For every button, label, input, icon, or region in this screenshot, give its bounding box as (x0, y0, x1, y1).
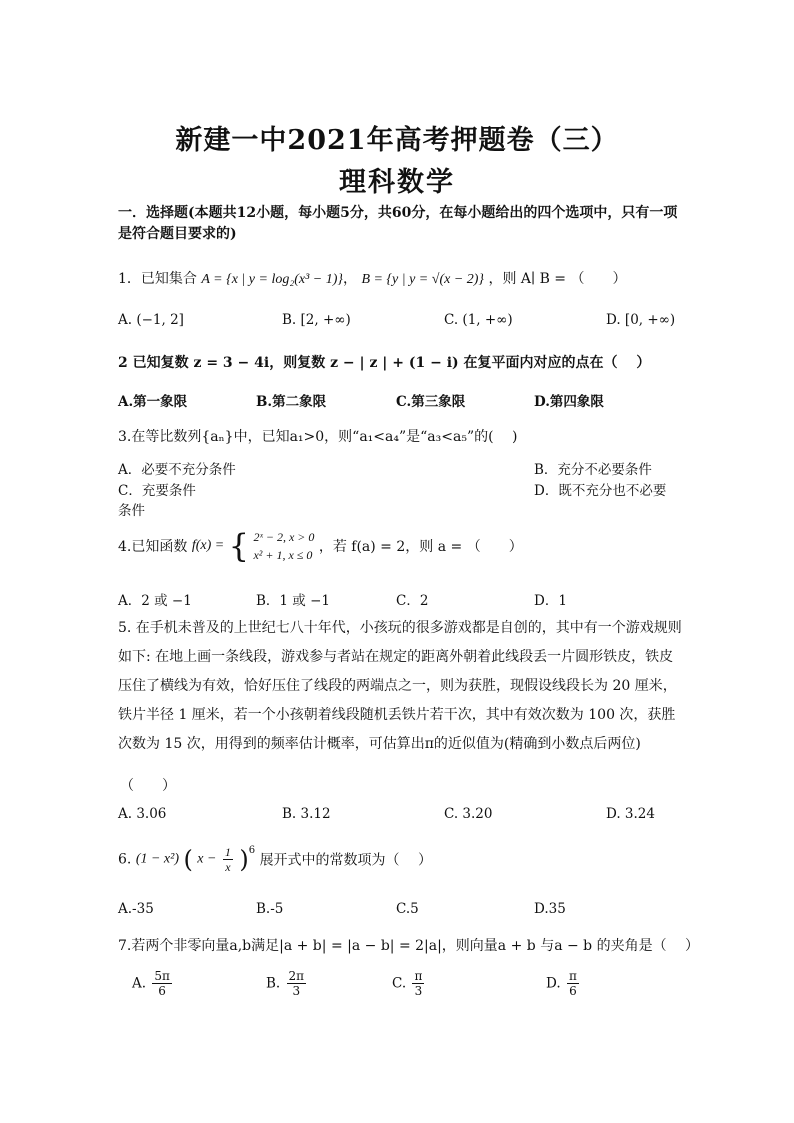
question-5-paragraph: 5. 在手机未普及的上世纪七八十年代，小孩玩的很多游戏都是自创的，其中有一个游戏规则如下: 在地上画一条线段，游戏参与者站在规定的距离外朝着此线段丢一片圆形铁皮，铁皮压住了横线为有效，恰好压住了线段的两端点之一，则为获胜，现假设线段长为 20 厘米，铁片半径 1 厘米，若一个小孩朝着线段随机丢铁片若干次，其中有效次数为 100 次，获胜次数为 15 次，用得到的频率估计概率，可估算出π的近似值为(精确到小数点后两位) (118, 620, 682, 752)
q1-option-d: D. [0, +∞) (606, 312, 676, 328)
q7-a-denominator: 6 (158, 984, 166, 998)
section-heading: 一．选择题(本题共12小题，每小题5分，共60分，在每小题给出的四个选项中，只有一项是符合题目要求的) (118, 205, 678, 242)
exam-subtitle: 理科数学 (339, 167, 455, 198)
q3-option-d: D．既不充分也不必要 (534, 483, 667, 499)
q7-a-numerator: 5π (154, 969, 170, 983)
q1-prefix: 1．已知集合 (118, 271, 197, 287)
q5-option-c: C. 3.20 (444, 806, 493, 822)
q6-option-c: C.5 (396, 901, 419, 917)
q1-option-b: B. [2, +∞) (282, 312, 351, 328)
q6-option-d: D.35 (534, 901, 566, 917)
q7-d-denominator: 6 (569, 984, 577, 998)
q3-option-a: A．必要不充分条件 (118, 462, 236, 478)
q4-option-a: A．2 或 −1 (118, 593, 192, 609)
q1-option-c: C. (1, +∞) (444, 312, 513, 328)
q4-suffix: ，若 f(a) = 2，则 a = （ ） (318, 539, 523, 555)
q7-option-b-letter: B. (266, 975, 281, 992)
q6-option-a: A.-35 (118, 901, 154, 917)
q2-option-b: B.第二象限 (256, 394, 327, 410)
question-4-stem (118, 528, 523, 564)
q2-option-a: A.第一象限 (118, 394, 188, 410)
q7-option-c-fraction (412, 969, 424, 998)
left-paren-glyph: ( (183, 845, 193, 874)
q4-prefix: 4.已知函数 (118, 539, 188, 555)
q7-option-d-letter: D. (546, 975, 561, 992)
q6-frac-numerator: 1 (224, 845, 231, 859)
q6-factor-a: (1 − x²) (135, 851, 179, 867)
q7-option-b (266, 969, 308, 998)
q3-option-d-wrap: 条件 (118, 503, 145, 519)
q1-option-a: A. (−1, 2] (118, 312, 184, 328)
right-paren-glyph: ) (239, 845, 249, 874)
question-7-stem: 7.若两个非零向量a,b满足|a + b| = |a − b| = 2|a|，则向量a + b 与a − b 的夹角是（ ） (118, 938, 700, 954)
q3-option-b: B．充分不必要条件 (534, 462, 652, 478)
q5-option-a: A. 3.06 (118, 806, 167, 822)
q1-set-b: B = {y | y = √(x − 2)} (361, 272, 485, 287)
q1-suffix: ，则 A∣ B = （ ） (488, 271, 627, 287)
q7-c-numerator: π (414, 969, 423, 983)
q7-b-numerator: 2π (288, 969, 305, 983)
q7-option-a (132, 969, 174, 998)
q6-prefix: 6. (118, 851, 132, 868)
q4-option-d: D．1 (534, 593, 567, 609)
question-3-stem: 3.在等比数列{aₙ}中，已知a₁>0，则“a₁<a₄”是“a₃<a₅”的( ) (118, 429, 518, 445)
q4-case-2: x² + 1, x ≤ 0 (253, 548, 313, 562)
q4-piecewise (253, 528, 314, 564)
q6-option-b: B.-5 (256, 901, 284, 917)
exam-title: 新建一中2021年高考押题卷（三） (175, 125, 619, 156)
q2-option-d: D.第四象限 (534, 394, 604, 410)
q7-d-numerator: π (568, 969, 577, 983)
q2-option-c: C.第三象限 (396, 394, 466, 410)
q6-factor-b: x − (197, 851, 217, 867)
q7-option-a-fraction (152, 969, 172, 998)
q7-option-a-letter: A. (132, 975, 147, 992)
q7-c-denominator: 3 (414, 984, 423, 998)
q6-frac-denominator: x (225, 860, 231, 874)
q1-set-a: A = {x | y = log₂(x³ − 1)} (201, 272, 343, 287)
q5-option-d: D. 3.24 (606, 806, 655, 822)
q4-case-1: 2ˣ − 2, x > 0 (253, 530, 315, 544)
q6-fraction (223, 845, 233, 874)
question-2-stem: 2 已知复数 z = 3 − 4i，则复数 z − | z | + (1 − i) 在复平面内对应的点在（ ） (118, 355, 651, 371)
question-1-stem: 1．已知集合 A = {x | y = log₂(x³ − 1)}， B = {y | y = √(x − 2)} ，则 A∣ B = （ ） (118, 271, 627, 287)
q6-suffix: 展开式中的常数项为（ ） (259, 852, 433, 869)
q5-answer-paren: （ ） (120, 778, 176, 794)
q7-option-c (392, 969, 426, 998)
q7-option-d-fraction (567, 969, 579, 998)
q3-option-c: C．充要条件 (118, 483, 196, 499)
q6-exponent: 6 (248, 845, 256, 856)
q7-b-denominator: 3 (292, 984, 301, 998)
q7-option-d (546, 969, 581, 998)
q4-option-c: C．2 (396, 593, 429, 609)
left-brace-glyph: { (228, 527, 249, 565)
q4-option-b: B．1 或 −1 (256, 593, 330, 609)
question-6-stem (118, 845, 432, 874)
q7-option-b-fraction (287, 969, 307, 998)
q5-option-b: B. 3.12 (282, 806, 331, 822)
q4-function-name: f(x) = (191, 538, 225, 553)
q7-option-c-letter: C. (392, 975, 407, 992)
